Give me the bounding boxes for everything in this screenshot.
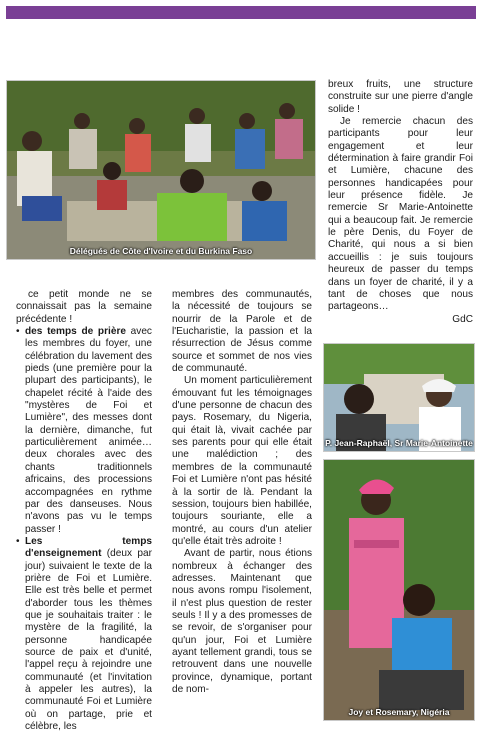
col2-paragraph-1: membres des communautés, la nécessité de toujours se nourrir de la Parole et de l'Eucharistie, la passion et la résurrection de Jésus comme source et sommet de nos vies de communauté. bbox=[172, 289, 312, 375]
article-column-3 bbox=[328, 79, 473, 326]
header-color-bar bbox=[6, 6, 476, 19]
article-column-2 bbox=[172, 289, 312, 696]
group-photo bbox=[6, 80, 316, 260]
list-item-teaching-heading: Les temps d'enseignement bbox=[25, 535, 152, 560]
list-item-prayer-heading: des temps de prière bbox=[25, 326, 126, 338]
joy-photo bbox=[323, 459, 475, 721]
col3-paragraph-1: breux fruits, une structure construite sur une pierre d'angle solide ! bbox=[328, 79, 473, 115]
group-seated-circle-image bbox=[7, 81, 315, 259]
priest-and-nun-image bbox=[324, 344, 474, 451]
pair-photo-caption: P. Jean-Raphaël, Sr Marie-Antoinette bbox=[325, 438, 473, 448]
col2-paragraph-2: Un moment particulièrement émouvant fut les témoignages d'une personne de chacun des pays. Rosemary, du Nigeria, qui était là, vivait cachée par ses parents pour qui elle était une malédiction ; des membres de la communauté Foi et Lumière n'ont pas hésité à la sortir de là. Pendant la session, toujours bien habillée, toujours souriante, elle a montré, au cours d'un atelier qu'elle était très adroite ! bbox=[172, 375, 312, 547]
signature: GdC bbox=[452, 313, 473, 325]
list-item-prayer-text: avec les membres du foyer, une célébration du lavement des pieds (une première pour la plupart des participants), le chapelet récité à l'aide des "mystères de Foi et Lumière", des messes dont la dernière, dimanche, fut particulièrement animée… deux chorales avec des chants traditionnels africains, des processions accompagnées en rythme par des danseuses. Nous n'avons pas vu le temps passer ! bbox=[25, 326, 152, 535]
col3-paragraph-2: Je remercie chacun des participants pour leur engagement et leur détermination à faire grandir Foi et Lumière, chacune des personnes handicapées pour leur présence fidèle. Je remercie Sr Marie-Antoinette qui a beaucoup fait. Je remercie le père Denis, du Foyer de Charité, qui nous a si bien accueillis : je suis toujours heureux de passer du temps dans un foyer de charité, il y a tant de choses que nous partageons… bbox=[328, 116, 473, 313]
pair-photo bbox=[323, 343, 475, 452]
bullet-dot: • bbox=[16, 535, 20, 547]
article-column-1 bbox=[16, 289, 152, 733]
list-item-prayer bbox=[16, 326, 152, 536]
col2-paragraph-3: Avant de partir, nous étions nombreux à échanger des adresses. Maintenant que nous avons rompu l'isolement, il n'est plus question de rester seuls ! Il y a des promesses de se revoir, de s'organiser pour qu'un jour, Foi et Lumière ayant tellement grandi, tous se retrouvent dans une nouvelle province, dynamique, portant de nom- bbox=[172, 548, 312, 695]
col1-intro: ce petit monde ne se connaissait pas la semaine précédente ! bbox=[16, 289, 152, 325]
group-photo-caption: Délégués de Côte d'Ivoire et du Burkina Faso bbox=[69, 246, 253, 256]
bullet-dot: • bbox=[16, 326, 20, 338]
list-item-teaching bbox=[16, 536, 152, 733]
woman-and-girl-image bbox=[324, 460, 474, 720]
joy-photo-caption: Joy et Rosemary, Nigéria bbox=[348, 707, 450, 717]
list-item-teaching-text: (deux par jour) suivaient le texte de la prière de Foi et Lumière. Elle est très belle et permet d'aborder tous les thèmes que je souhaitais traiter : le mystère de la fragilité, la personne handicapée source de paix et d'unité, l'appel reçu à rejoindre une communauté (et l'invitation à appeler les autres), la communauté Foi et Lumière où on partage, prie et célèbre, les bbox=[25, 548, 152, 733]
